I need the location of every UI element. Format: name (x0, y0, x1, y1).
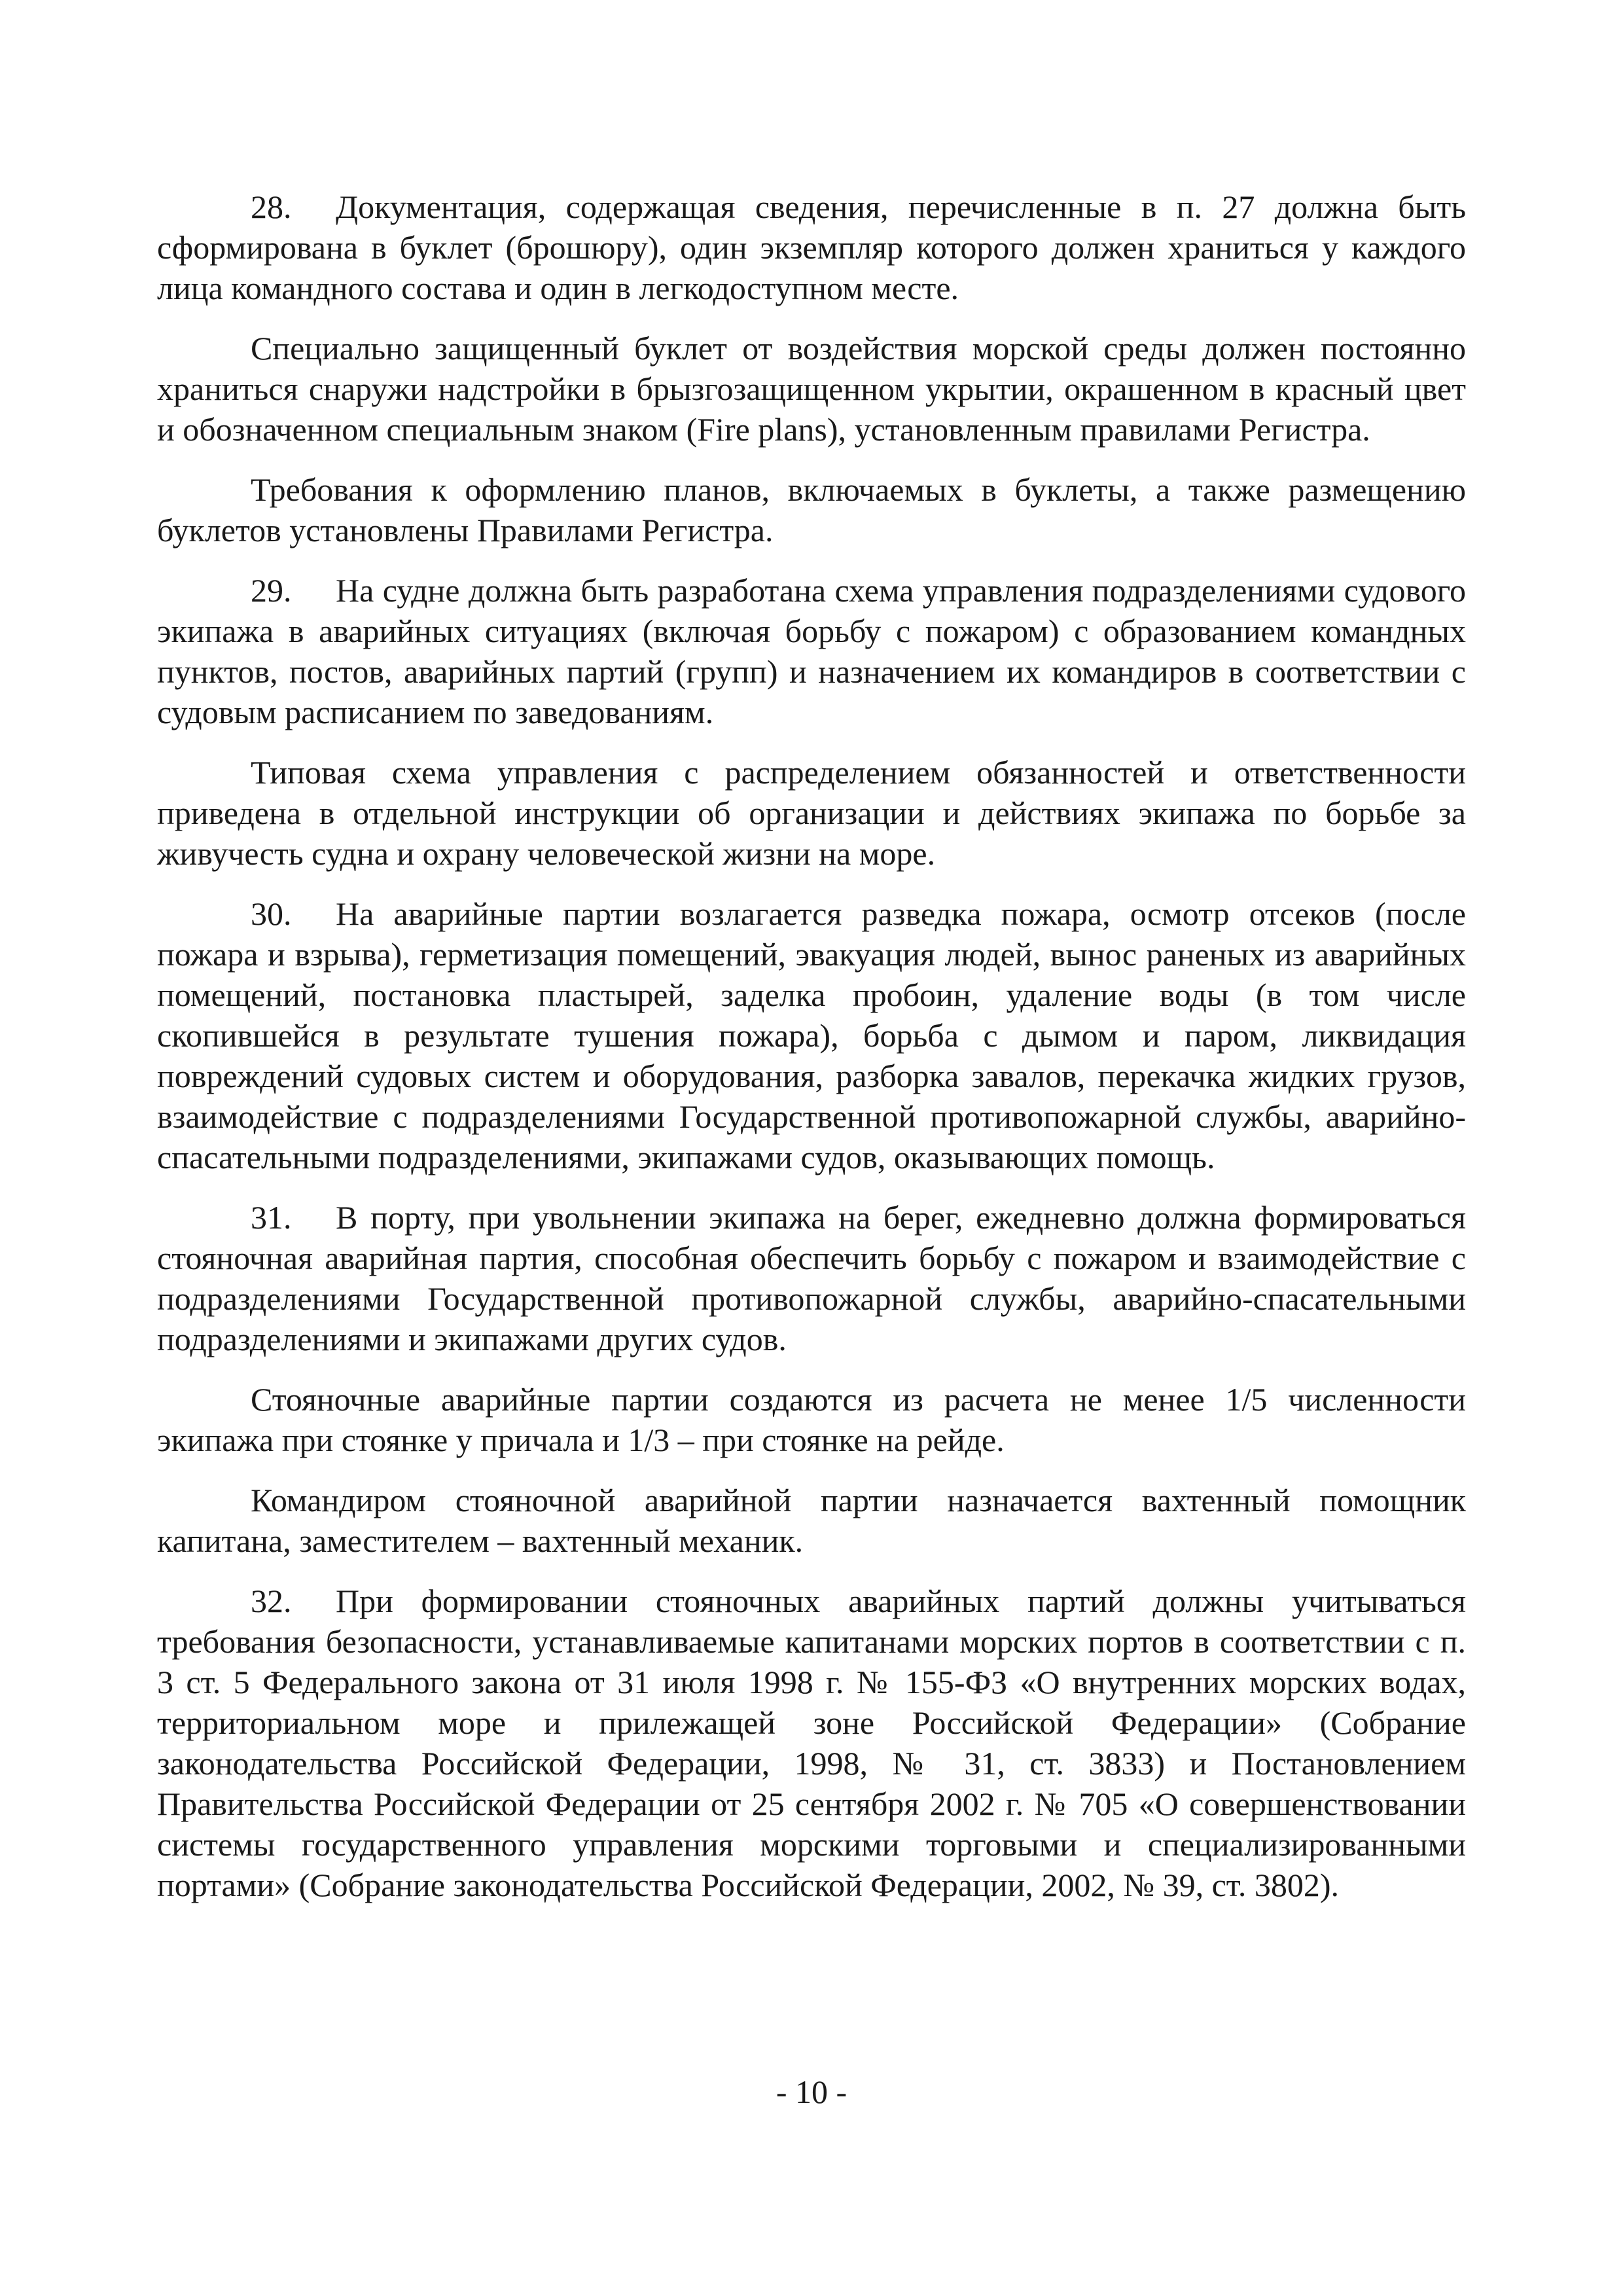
paragraph-30 (157, 893, 1466, 1177)
paragraph-text: На судне должна быть разработана схема управления подразделениями судового экипажа в аварийных ситуациях (включая борьбу с пожаром) с образованием командных пунктов, постов, аварийных партий (групп) и назначением их командиров в соответствии с судовым расписанием по заведованиям. (157, 572, 1466, 730)
paragraph-31-party-size (157, 1379, 1466, 1460)
paragraph-text: При формировании стояночных аварийных партий должны учитываться требования безопасности, устанавливаемые капитанами морских портов в соответствии с п. 3 ст. 5 Федерального закона от 31 июля 1998 г. № 155-ФЗ «О внутренних морских водах, территориальном море и прилежащей зоне Российской Федерации» (Собрание законодательства Российской Федерации, 1998, № 31, ст. 3833) и Постановлением Правительства Российской Федерации от 25 сентября 2002 г. № 705 «О совершенствовании системы государственного управления морскими торговыми и специализированными портами» (Собрание законодательства Российской Федерации, 2002, № 39, ст. 3802). (157, 1583, 1466, 1903)
page-number: - 10 - (776, 2073, 847, 2110)
paragraph-text: Командиром стояночной аварийной партии назначается вахтенный помощник капитана, заместителем – вахтенный механик. (157, 1482, 1466, 1559)
paragraph-text: Документация, содержащая сведения, перечисленные в п. 27 должна быть сформирована в буклет (брошюру), один экземпляр которого должен храниться у каждого лица командного состава и один в легкодоступном месте. (157, 188, 1466, 306)
paragraph-text: Специально защищенный буклет от воздействия морской среды должен постоянно храниться снаружи надстройки в брызгозащищенном укрытии, окрашенном в красный цвет и обозначенном специальным знаком (Fire plans), установленным правилами Регистра. (157, 330, 1466, 448)
paragraph-28-booklet-storage (157, 328, 1466, 450)
paragraph-28 (157, 187, 1466, 308)
document-body (157, 187, 1466, 1925)
paragraph-number: 32. (251, 1583, 292, 1619)
paragraph-32 (157, 1581, 1466, 1905)
paragraph-31-commander (157, 1480, 1466, 1561)
paragraph-number: 31. (251, 1199, 292, 1236)
paragraph-text: Требования к оформлению планов, включаемых в буклеты, а также размещению буклетов установлены Правилами Регистра. (157, 471, 1466, 548)
paragraph-29 (157, 570, 1466, 732)
paragraph-text: Типовая схема управления с распределением обязанностей и ответственности приведена в отдельной инструкции об организации и действиях экипажа по борьбе за живучесть судна и охрану человеческой жизни на море. (157, 754, 1466, 872)
paragraph-number: 29. (251, 572, 292, 609)
paragraph-number: 30. (251, 895, 292, 932)
paragraph-28-requirements (157, 469, 1466, 550)
paragraph-text: В порту, при увольнении экипажа на берег, ежедневно должна формироваться стояночная аварийная партия, способная обеспечить борьбу с пожаром и взаимодействие с подразделениями Государственной противопожарной службы, аварийно-спасательными подразделениями и экипажами других судов. (157, 1199, 1466, 1357)
paragraph-number: 28. (251, 188, 292, 225)
paragraph-29-typical-scheme (157, 752, 1466, 874)
paragraph-text: На аварийные партии возлагается разведка пожара, осмотр отсеков (после пожара и взрыва), герметизация помещений, эвакуация людей, вынос раненых из аварийных помещений, постановка пластырей, заделка пробоин, удаление воды (в том числе скопившейся в результате тушения пожара), борьба с дымом и паром, ликвидация повреждений судовых систем и оборудования, разборка завалов, перекачка жидких грузов, взаимодействие с подразделениями Государственной противопожарной службы, аварийно-спасательными подразделениями, экипажами судов, оказывающих помощь. (157, 895, 1466, 1175)
paragraph-31 (157, 1197, 1466, 1359)
paragraph-text: Стояночные аварийные партии создаются из расчета не менее 1/5 численности экипажа при стоянке у причала и 1/3 – при стоянке на рейде. (157, 1381, 1466, 1458)
